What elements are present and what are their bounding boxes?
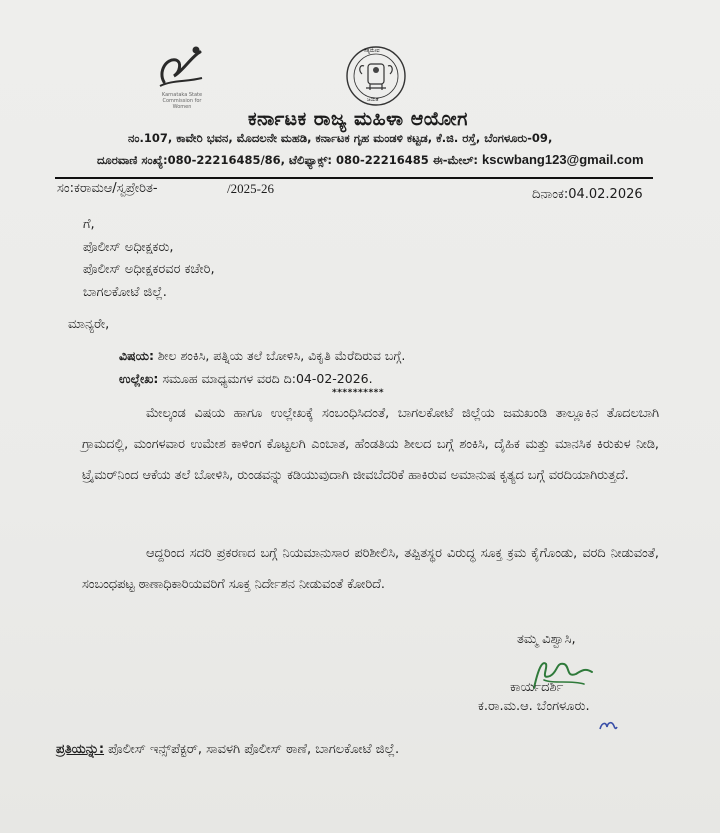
state-emblem <box>344 44 408 108</box>
contact-numbers: ದೂರವಾಣಿ ಸಂಖ್ಯೆ:080-22216485/86, ಟೆಲಿಫ್ಯಾಕ್ಸ್: 080-22216485 ಈ-ಮೇಲ್: <box>97 153 483 167</box>
copy-to-line <box>56 742 399 757</box>
subject-label: ವಿಷಯ: <box>119 348 154 363</box>
recipient-line: ಗೆ, <box>83 217 95 232</box>
subject-block <box>119 344 405 390</box>
closing-designation: ಕಾರ್ಯದರ್ಶಿ <box>510 680 564 695</box>
emblem-bottom-text: ಜಯತೆ <box>367 97 379 103</box>
subject-line <box>119 344 405 367</box>
letter-date: ದಿನಾಂಕ:04.02.2026 <box>532 187 643 202</box>
salutation: ಮಾನ್ಯರೇ, <box>68 317 110 332</box>
recipient-line: ಪೊಲೀಸ್ ಅಧೀಕ್ಷಕರವರ ಕಚೇರಿ, <box>83 262 215 277</box>
initials-stamp <box>598 718 618 732</box>
body-paragraph-2: ಆದ್ದರಿಂದ ಸದರಿ ಪ್ರಕರಣದ ಬಗ್ಗೆ ನಿಯಮಾನುಸಾರ ಪರಿಶೀಲಿಸಿ, ತಪ್ಪಿತಸ್ಥರ ವಿರುದ್ಧ ಸೂಕ್ತ ಕ್ರಮ ಕೈಗೊಂಡು, ವರದಿ ನೀಡುವಂತೆ, ಸಂಬಂಧಪಟ್ಟ ಠಾಣಾಧಿಕಾರಿಯವರಿಗೆ ಸೂಕ್ತ ನಿರ್ದೇಶನ ನೀಡುವಂತೆ ಕೋರಿದೆ. <box>82 546 659 592</box>
subject-text: ಶೀಲ ಶಂಕಿಸಿ, ಪತ್ನಿಯ ತಲೆ ಬೋಳಿಸಿ, ವಿಕೃತಿ ಮೆರೆದಿರುವ ಬಗ್ಗೆ. <box>153 348 406 363</box>
commission-logo <box>152 42 210 114</box>
logo-caption: Karnataka State Commission for Women <box>161 92 203 110</box>
copy-to-text: ಪೊಲೀಸ್ ಇನ್ಸ್‌ಪೆಕ್ಟರ್, ಸಾವಳಗಿ ಪೊಲೀಸ್ ಠಾಣೆ, ಬಾಗಲಕೋಟೆ ಜಿಲ್ಲೆ. <box>104 742 400 757</box>
recipient-line: ಬಾಗಲಕೋಟೆ ಜಿಲ್ಲೆ. <box>83 284 167 300</box>
reference-text: ಸಮೂಹ ಮಾಧ್ಯಮಗಳ ವರದಿ ದಿ:04-02-2026. <box>158 371 373 386</box>
body-paragraph-1: ಮೇಲ್ಕಂಡ ವಿಷಯ ಹಾಗೂ ಉಲ್ಲೇಖಕ್ಕೆ ಸಂಬಂಧಿಸಿದಂತೆ, ಬಾಗಲಕೋಟೆ ಜಿಲ್ಲೆಯ ಜಮಖಂಡಿ ತಾಲ್ಲೂಕಿನ ತೊದಲಬಾಗಿ ಗ್ರಾಮದಲ್ಲಿ, ಮಂಗಳವಾರ ಉಮೇಶ ಕಾಳಿಂಗ ಕೊಟ್ಟಲಗಿ ಎಂಬಾತ, ಹೆಂಡತಿಯ ಶೀಲದ ಬಗ್ಗೆ ಶಂಕಿಸಿ, ದೈಹಿಕ ಮತ್ತು ಮಾನಸಿಕ ಕಿರುಕುಳ ನೀಡಿ, ಟ್ರೈಮರ್‌ನಿಂದ ಆಕೆಯ ತಲೆ ಬೋಳಿಸಿ, ರುಂಡವನ್ನು ಕಡಿಯುವುದಾಗಿ ಜೀವಬೆದರಿಕೆ ಹಾಕಿರುವ ಅಮಾನುಷ ಕೃತ್ಯದ ಬಗ್ಗೆ ವರದಿಯಾಗಿರುತ್ತದೆ. <box>82 406 659 483</box>
separator-stars: ********** <box>332 388 385 398</box>
recipient-line: ಪೊಲೀಸ್ ಅಧೀಕ್ಷಕರು, <box>83 239 174 255</box>
reference-label: ಉಲ್ಲೇಖ: <box>119 371 159 386</box>
org-address: ನಂ.107, ಕಾವೇರಿ ಭವನ, ಮೊದಲನೇ ಮಹಡಿ, ಕರ್ನಾಟಕ ಗೃಹ ಮಂಡಳಿ ಕಟ್ಟಡ, ಕೆ.ಜಿ. ರಸ್ತೆ, ಬೆಂಗಳೂರು-09, <box>128 131 553 145</box>
emblem-top-text: ಸತ್ಯಮೇವ <box>364 48 380 54</box>
reference-year: /2025-26 <box>227 181 274 196</box>
email-address: kscwbang123@gmail.com <box>482 152 644 167</box>
org-contact <box>97 152 644 168</box>
recipient-block <box>83 214 215 304</box>
org-title: ಕರ್ನಾಟಕ ರಾಜ್ಯ ಮಹಿಳಾ ಆಯೋಗ <box>248 108 468 130</box>
copy-to-label: ಪ್ರತಿಯನ್ನು: <box>56 742 105 757</box>
closing-office: ಕ.ರಾ.ಮ.ಆ. ಬೆಂಗಳೂರು. <box>478 699 590 714</box>
closing-yours: ತಮ್ಮ ವಿಶ್ವಾಸಿ, <box>517 632 576 647</box>
reference-number: ಸಂ:ಕರಾಮಆ/ಸ್ವಪ್ರೇರಿತ- <box>57 181 158 196</box>
reference-line <box>119 367 405 390</box>
header-divider <box>55 177 653 179</box>
